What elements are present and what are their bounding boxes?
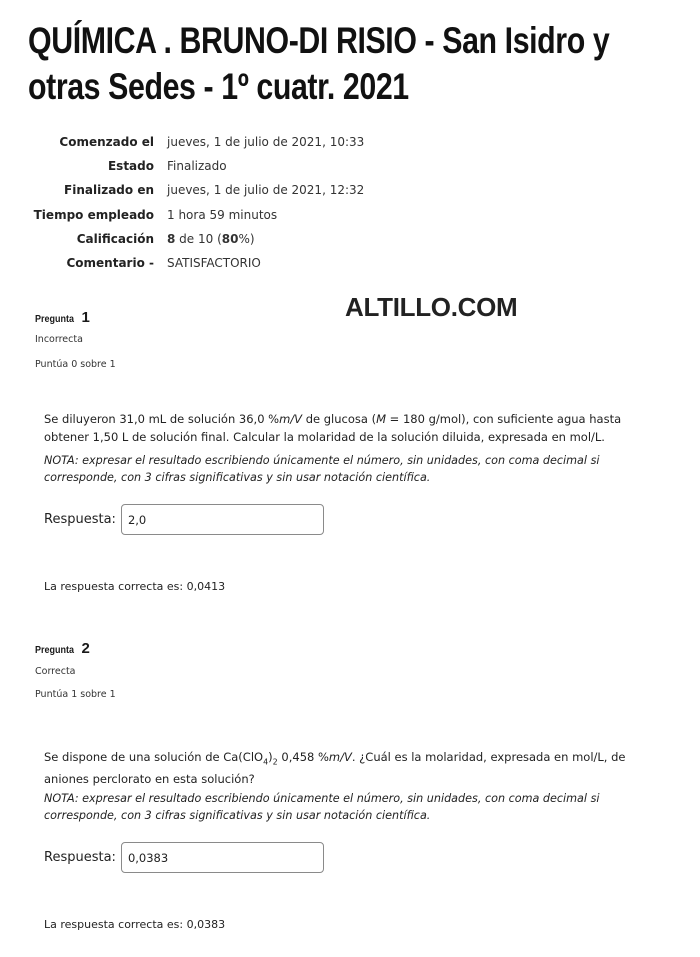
question-number: 1 <box>81 309 90 326</box>
question-1-correct-answer: La respuesta correcta es: 0,0413 <box>44 580 226 593</box>
answer-label: Respuesta: <box>44 512 116 527</box>
watermark: ALTILLO.COM <box>345 292 518 322</box>
answer-input[interactable]: 2,0 <box>121 504 324 535</box>
question-2-score: Puntúa 1 sobre 1 <box>35 689 116 700</box>
question-1-text: Se diluyeron 31,0 mL de solución 36,0 %m/V de glucosa (M = 180 g/mol), con suficiente agua hasta obtener 1,50 L de solución final. Calcular la molaridad de la solución diluida, expresada en mol/L. <box>44 412 622 444</box>
question-1-note: NOTA: expresar el resultado escribiendo únicamente el número, sin unidades, con coma decimal si corresponde, con 3 cifras significativas y sin usar notación científica. <box>44 454 600 484</box>
title-line-2: otras Sedes - 1º cuatr. 2021 <box>28 66 409 107</box>
question-2-state: Correcta <box>35 666 76 677</box>
question-2-note: NOTA: expresar el resultado escribiendo únicamente el número, sin unidades, con coma decimal si corresponde, con 3 cifras significativas y sin usar notación científica. <box>44 792 600 822</box>
question-number: 2 <box>81 640 90 657</box>
title-line-1: QUÍMICA . BRUNO-DI RISIO - San Isidro y <box>28 20 610 61</box>
summary-row-grade: Calificación 8 de 10 (80%) <box>76 231 255 246</box>
question-2-answer <box>44 842 324 873</box>
question-2-text: Se dispone de una solución de $Ca(ClO_4)_2$ 0,458 %m/V. ¿Cuál es la molaridad, expresada en mol/L, de aniones perclorato en esta solución? <box>44 750 626 786</box>
attempt-summary <box>30 130 364 275</box>
question-1-state: Incorrecta <box>35 334 83 345</box>
page-title <box>28 18 676 110</box>
summary-row-state: Estado Finalizado <box>107 159 227 174</box>
summary-row-time: Tiempo empleado 1 hora 59 minutos <box>33 207 278 222</box>
answer-label: Respuesta: <box>44 850 116 865</box>
question-2-correct-answer: La respuesta correcta es: 0,0383 <box>44 918 226 931</box>
summary-row-comment: Comentario - SATISFACTORIO <box>66 256 261 271</box>
summary-row-finished: Finalizado en jueves, 1 de julio de 2021, 12:32 <box>64 183 365 198</box>
answer-input[interactable]: 0,0383 <box>121 842 324 873</box>
question-1-header: Pregunta 1 <box>35 309 90 326</box>
grade-percent: 80 <box>221 231 239 246</box>
question-1-answer <box>44 504 324 535</box>
question-2-header: Pregunta 2 <box>35 640 90 657</box>
summary-row-started: Comenzado el jueves, 1 de julio de 2021, 10:33 <box>59 135 365 150</box>
grade-value: 8 <box>167 231 176 246</box>
question-1-score: Puntúa 0 sobre 1 <box>35 359 116 370</box>
